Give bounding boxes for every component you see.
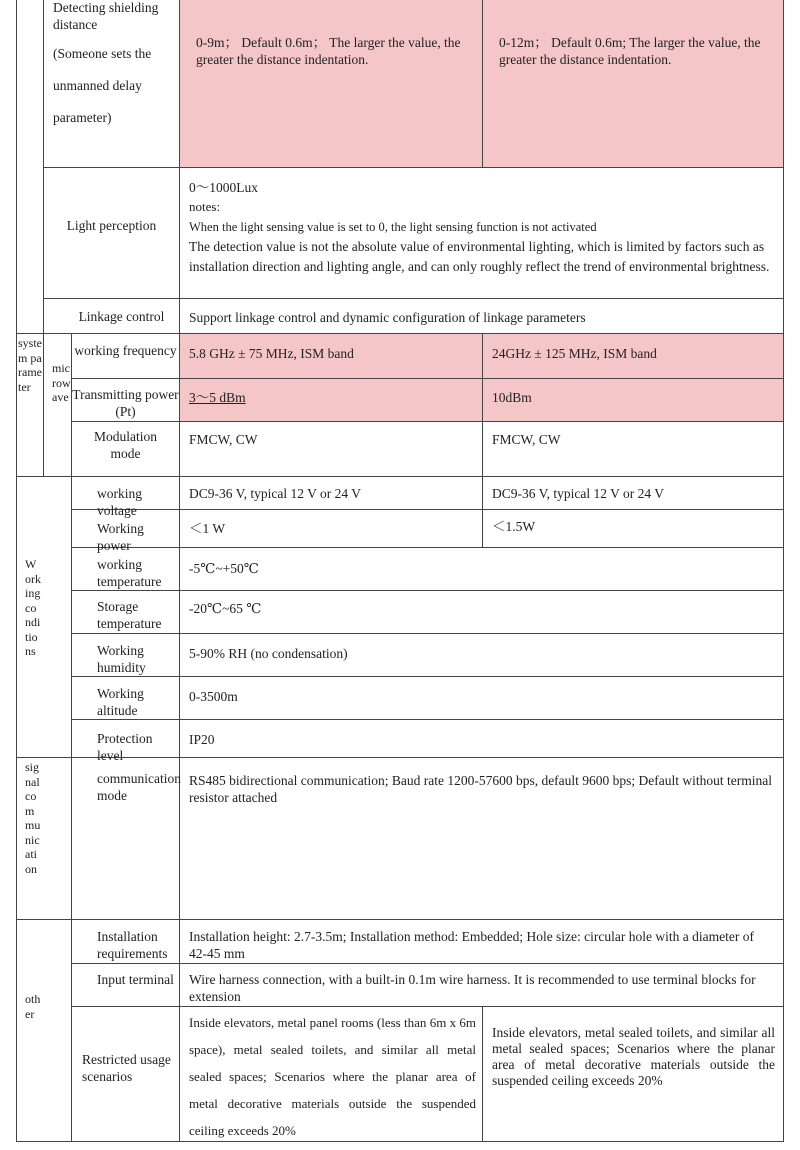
frequency-value-b: 24GHz ± 125 MHz, ISM band	[483, 334, 784, 379]
storage-temp-label: Storage temperature	[72, 591, 180, 634]
altitude-label: Working altitude	[72, 677, 180, 720]
light-notes-label: notes:	[189, 199, 221, 214]
modulation-label: Modulation mode	[72, 422, 180, 477]
light-note-2: The detection value is not the absolute value of environmental lighting, which is limited by factors such as installation direction and lighting angle, and can only roughly reflect the trend of environmental brightness.	[189, 239, 770, 274]
storage-temp-value: -20℃~65 ℃	[180, 591, 784, 634]
light-value	[180, 168, 784, 299]
linkage-label: Linkage control	[44, 299, 180, 334]
work-temp-value: -5℃~+50℃	[180, 548, 784, 591]
group-cell-top	[16, 0, 44, 334]
light-note-1: When the light sensing value is set to 0, the light sensing function is not activated	[189, 220, 597, 234]
group-system-parameter: system parameter	[16, 334, 44, 477]
voltage-value-b: DC9-36 V, typical 12 V or 24 V	[483, 477, 784, 510]
restricted-value-b: Inside elevators, metal sealed toilets, and similar all metal sealed spaces; Scenarios where the planar area of metal decorative materials outside the suspended ceiling exceeds 20%	[483, 1007, 784, 1142]
spec-table	[16, 0, 784, 1142]
tx-power-label: Transmitting power (Pt)	[72, 379, 180, 422]
tx-power-value-a: 3～5 dBm	[180, 379, 483, 422]
group-microwave: microwave	[44, 334, 72, 477]
linkage-value: Support linkage control and dynamic configuration of linkage parameters	[180, 299, 784, 334]
frequency-label: working frequency	[72, 334, 180, 379]
voltage-value-a: DC9-36 V, typical 12 V or 24 V	[180, 477, 483, 510]
voltage-label: working voltage	[72, 477, 180, 510]
input-value: Wire harness connection, with a built-in 0.1m wire harness. It is recommended to use terminal blocks for extension	[180, 964, 784, 1007]
shield-value-a: 0-9m； Default 0.6m； The larger the value, the greater the distance indentation.	[180, 0, 483, 168]
install-label: Installation requirements	[72, 920, 180, 964]
light-label: Light perception	[44, 168, 180, 299]
group-working-conditions: Working conditions	[16, 477, 72, 758]
shield-label-line1: Detecting shielding distance	[53, 0, 159, 32]
shield-label	[44, 0, 180, 168]
install-value: Installation height: 2.7-3.5m; Installation method: Embedded; Hole size: circular hole with a diameter of 42-45 mm	[180, 920, 784, 964]
modulation-value-b: FMCW, CW	[483, 422, 784, 477]
shield-label-line2: (Someone sets the unmanned delay parameter)	[53, 46, 152, 125]
power-value-b: ＜1.5W	[483, 510, 784, 548]
comm-value: RS485 bidirectional communication; Baud rate 1200-57600 bps, default 9600 bps; Default without terminal resistor attached	[180, 758, 784, 920]
work-temp-label: working temperature	[72, 548, 180, 591]
protection-value: IP20	[180, 720, 784, 758]
group-other: other	[16, 920, 72, 1142]
restricted-label: Restricted usage scenarios	[72, 1007, 180, 1142]
humidity-value: 5-90% RH (no condensation)	[180, 634, 784, 677]
altitude-value: 0-3500m	[180, 677, 784, 720]
humidity-label: Working humidity	[72, 634, 180, 677]
modulation-value-a: FMCW, CW	[180, 422, 483, 477]
power-label: Working power	[72, 510, 180, 548]
comm-label: communication mode	[72, 758, 180, 920]
light-range: 0～1000Lux	[189, 180, 258, 195]
power-value-a: ＜1 W	[180, 510, 483, 548]
restricted-value-a: Inside elevators, metal panel rooms (less than 6m x 6m space), metal sealed toilets, and similar all metal sealed spaces; Scenarios where the planar area of metal decorative materials outside the suspended ceiling exceeds 20%	[180, 1007, 483, 1142]
shield-value-b: 0-12m； Default 0.6m; The larger the value, the greater the distance indentation.	[483, 0, 784, 168]
input-label: Input terminal	[72, 964, 180, 1007]
tx-power-value-b: 10dBm	[483, 379, 784, 422]
frequency-value-a: 5.8 GHz ± 75 MHz, ISM band	[180, 334, 483, 379]
group-signal-communication: signal communication	[16, 758, 72, 920]
protection-label: Protection level	[72, 720, 180, 758]
